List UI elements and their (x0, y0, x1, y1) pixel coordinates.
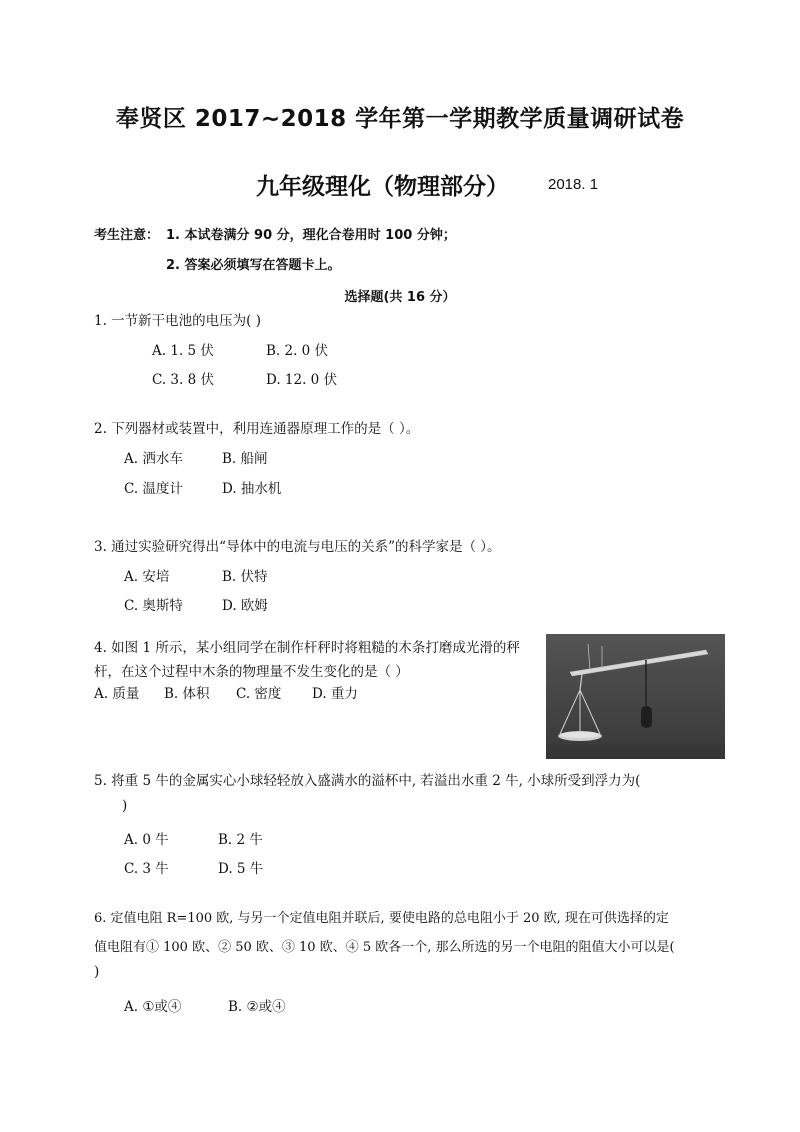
exam-title: 奉贤区 2017~2018 学年第一学期教学质量调研试卷 (115, 106, 685, 132)
question-2-option-b: B. 船闸 (222, 451, 268, 467)
question-4-option-c: C. 密度 (236, 686, 282, 702)
question-2-option-a: A. 洒水车 (124, 451, 183, 467)
question-5-option-a: A. 0 牛 (124, 832, 169, 848)
question-4-option-d: D. 重力 (312, 686, 358, 702)
section-title: 选择题(共 16 分） (344, 290, 456, 305)
question-3-option-c: C. 奥斯特 (124, 598, 183, 614)
question-4-stem-line-1: 4. 如图 1 所示，某小组同学在制作杆秤时将粗糙的木条打磨成光滑的秤 (94, 640, 520, 656)
question-1-option-c: C. 3. 8 伏 (152, 372, 214, 388)
question-6-stem-line-2: 值电阻有① 100 欧、② 50 欧、③ 10 欧、④ 5 欧各一个, 那么所选的另一个电阻的阻值大小可以是( (94, 940, 675, 955)
question-2-option-c: C. 温度计 (124, 481, 183, 497)
exam-subtitle: 九年级理化（物理部分） (256, 174, 509, 200)
notice-label: 考生注意： (94, 228, 160, 243)
question-6-stem-line-3: ) (94, 964, 100, 980)
question-5-option-d: D. 5 牛 (218, 861, 264, 877)
question-6-option-a: A. ①或④ (124, 999, 182, 1015)
question-4-option-a: A. 质量 (94, 686, 140, 702)
question-4-stem-line-2: 杆，在这个过程中木条的物理量不发生变化的是（ ） (94, 664, 409, 680)
question-3-stem: 3. 通过实验研究得出“导体中的电流与电压的关系”的科学家是（ ）。 (94, 539, 501, 555)
question-5-option-b: B. 2 牛 (218, 832, 263, 848)
question-4-option-b: B. 体积 (164, 686, 210, 702)
question-6-option-b: B. ②或④ (228, 999, 286, 1015)
question-6-stem-line-1: 6. 定值电阻 R=100 欧, 与另一个定值电阻并联后, 要使电路的总电阻小于 20 欧, 现在可供选择的定 (94, 911, 669, 926)
question-5-stem-line-2: ) (122, 798, 128, 814)
exam-date: 2018. 1 (548, 176, 599, 193)
notice-line-1: 1. 本试卷满分 90 分，理化合卷用时 100 分钟； (166, 228, 456, 243)
question-3-option-d: D. 欧姆 (222, 598, 268, 614)
question-1-option-d: D. 12. 0 伏 (266, 372, 338, 388)
question-3-option-a: A. 安培 (124, 569, 170, 585)
question-1-option-b: B. 2. 0 伏 (266, 343, 329, 359)
question-1-option-a: A. 1. 5 伏 (152, 343, 214, 359)
steelyard-photo (546, 634, 725, 759)
question-5-option-c: C. 3 牛 (124, 861, 169, 877)
notice-line-2: 2. 答案必须填写在答题卡上。 (166, 258, 341, 273)
question-2-option-d: D. 抽水机 (222, 481, 282, 497)
question-2-stem: 2. 下列器材或装置中，利用连通器原理工作的是（ ）。 (94, 421, 420, 437)
question-3-option-b: B. 伏特 (222, 569, 268, 585)
question-1-stem: 1. 一节新干电池的电压为( ) (94, 313, 261, 329)
question-5-stem-line-1: 5. 将重 5 牛的金属实心小球轻轻放入盛满水的溢杯中, 若溢出水重 2 牛, 小球所受到浮力为( (94, 773, 641, 789)
